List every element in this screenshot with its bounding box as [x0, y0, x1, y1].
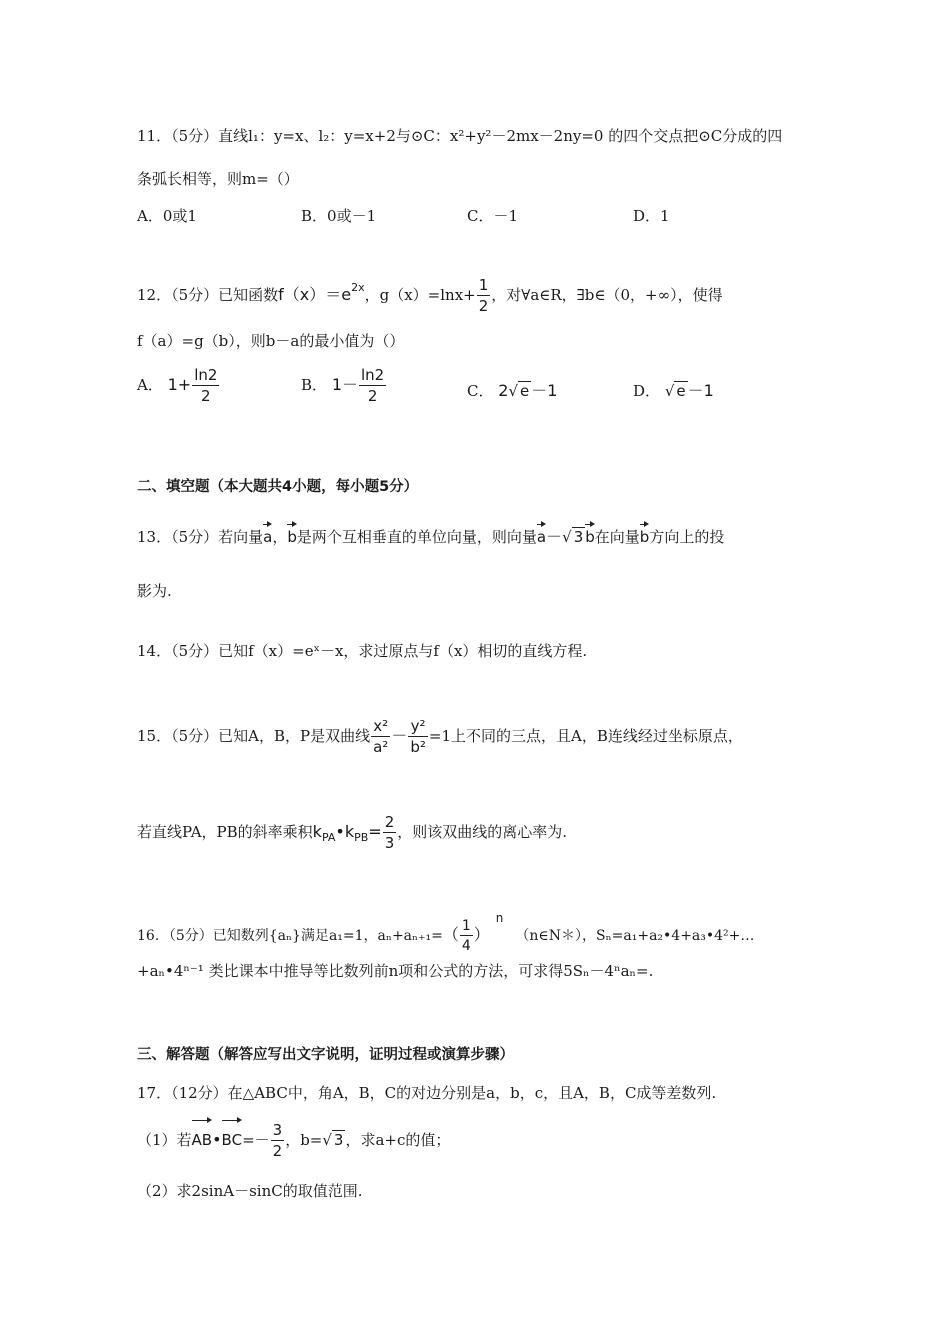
q17-sqrt3: √ 3 — [322, 1131, 344, 1149]
q16-frac-den: 4 — [461, 938, 471, 954]
q17-part1-prefix: （1）若 — [137, 1131, 192, 1149]
q15-frac-y — [408, 719, 428, 755]
q15-minus: － — [391, 726, 408, 745]
q15-ratio-den: 3 — [384, 834, 395, 852]
q13-sep: ， — [272, 528, 288, 546]
q15-line2-suffix: ，则该双曲线的离心率为. — [397, 823, 568, 841]
q13-prefix: 13．（5分）若向量 — [137, 528, 264, 546]
q12-option-a-label: A． — [137, 376, 163, 394]
q13-minus: － — [546, 527, 563, 546]
q12-suffix: ，对∀a∈R，∃b∈（0，+∞），使得 — [491, 286, 723, 304]
q16-suffix: （n∈N＊），Sₙ=a₁+a₂•4+a₃•4²+… — [515, 928, 755, 944]
q14-line: 14．（5分）已知f（x）=eˣ－x，求过原点与f（x）相切的直线方程. — [137, 642, 588, 660]
q17-sqrt3-radicand: 3 — [333, 1131, 344, 1149]
q12-option-d-label: D． — [633, 382, 661, 400]
q12-option-a-den: 2 — [201, 387, 211, 405]
q15-x2: x² — [371, 719, 390, 737]
q12-option-c-radicand: e — [520, 382, 530, 400]
q12-option-b-lead: 1－ — [331, 375, 358, 394]
q12-option-d-radicand: e — [676, 382, 686, 400]
q15-frac-x — [371, 719, 390, 755]
q12-option-b-num: ln2 — [361, 366, 385, 384]
q17-frac — [271, 1123, 285, 1159]
q11-option-c: C．－1 — [467, 207, 519, 225]
q17-part1 — [137, 1120, 450, 1160]
q12-option-d-sqrt: √ e — [664, 382, 686, 400]
q12-half-den: 2 — [478, 297, 489, 315]
q15-pa: PA — [321, 831, 336, 844]
q17-vector-bc: BC — [222, 1120, 243, 1160]
q15-eq: = — [368, 822, 382, 841]
q12-option-c-tail: －1 — [531, 381, 558, 400]
q12-f-exp: 2x — [351, 281, 365, 294]
q12-half-num: 1 — [478, 276, 489, 294]
q13-vector-a-2: a — [537, 524, 546, 550]
q16-lparen: （ — [442, 925, 459, 944]
q12-half — [477, 278, 491, 314]
q12-prefix: 12．（5分）已知函数 — [137, 286, 279, 304]
q15-dot: • — [335, 822, 345, 841]
q17-vector-ab: AB — [192, 1120, 213, 1160]
q15-frac-ratio — [383, 815, 397, 851]
q12-option-c-label: C． — [467, 382, 494, 400]
q12-option-b-label: B． — [301, 376, 328, 394]
q12-option-c — [467, 378, 557, 401]
q17-part1-suffix: ，求a+c的值； — [345, 1131, 451, 1149]
q13-line1 — [137, 524, 724, 550]
q15-prefix: 15．（5分）已知A，B，P是双曲线 — [137, 727, 371, 745]
section-2-heading: 二、填空题（本大题共4小题，每小题5分） — [137, 479, 419, 495]
section-3-heading: 三、解答题（解答应写出文字说明，证明过程或演算步骤） — [137, 1047, 514, 1063]
q15-k2: k — [344, 822, 355, 841]
q15-line2-prefix: 若直线PA，PB的斜率乘积 — [137, 823, 313, 841]
q17-frac-num: 3 — [272, 1121, 283, 1139]
q13-vector-a: a — [263, 524, 272, 550]
q16-exp: n — [495, 911, 504, 925]
q17-line1: 17．（12分）在△ABC中，角A，B，C的对边分别是a，b，c，且A，B，C成等差数列. — [137, 1084, 717, 1102]
q17-frac-den: 2 — [272, 1142, 283, 1160]
q12-option-a-frac — [192, 368, 219, 404]
q16-line2: +aₙ•4ⁿ⁻¹ 类比课本中推导等比数列前n项和公式的方法，可求得5Sₙ－4ⁿaₙ=. — [137, 962, 654, 980]
q11-option-a: A．0或1 — [137, 207, 197, 225]
q15-k1: k — [312, 822, 322, 841]
q12-g-def: ，g（x）=lnx+ — [364, 286, 476, 304]
q15-a2: a² — [373, 738, 389, 756]
q12-option-c-lead: 2 — [498, 381, 509, 400]
q12-option-b — [301, 368, 387, 404]
q12-option-b-frac — [359, 368, 386, 404]
q12-line2: f（a）=g（b），则b－a的最小值为（） — [137, 332, 405, 350]
q11-line2: 条弧长相等，则m=（） — [137, 170, 299, 188]
q11-option-d: D．1 — [633, 207, 670, 225]
q12-option-d-tail: －1 — [687, 381, 714, 400]
q17-part2: （2）求2sinA－sinC的取值范围. — [137, 1182, 363, 1200]
q12-line1 — [137, 270, 723, 314]
q11-line1: 11．（5分）直线l₁：y=x、l₂：y=x+2与⊙C：x²+y²－2mx－2ny=0 的四个交点把⊙C分成的四 — [137, 127, 783, 145]
q16-line1 — [137, 896, 754, 958]
q15-ratio-num: 2 — [384, 813, 395, 831]
q16-rparen: ） — [473, 925, 490, 944]
q12-f-def: f（x）＝e — [278, 285, 352, 304]
q16-frac-num: 1 — [461, 918, 471, 934]
q13-mid2: 在向量 — [594, 528, 640, 546]
q13-vector-b: b — [287, 524, 297, 550]
q13-line2: 影为. — [137, 582, 172, 600]
q13-vector-b-2: b — [585, 524, 595, 550]
q16-prefix: 16．（5分）已知数列{aₙ}满足a₁=1，aₙ+aₙ₊₁= — [137, 928, 443, 944]
q11-option-b: B．0或－1 — [301, 207, 377, 225]
q17-part1-eq: =－ — [242, 1131, 270, 1149]
q17-part1-mid: ，b= — [285, 1131, 323, 1149]
q12-option-d — [633, 378, 714, 401]
q13-mid: 是两个互相垂直的单位向量，则向量 — [296, 528, 537, 546]
q17-dot: • — [212, 1130, 222, 1149]
q15-b2: b² — [410, 738, 426, 756]
q13-vector-b-3: b — [640, 524, 650, 550]
q13-suffix: 方向上的投 — [649, 528, 725, 546]
q12-option-b-den: 2 — [367, 387, 378, 405]
q15-suffix: =1上不同的三点，且A，B连线经过坐标原点， — [428, 727, 743, 745]
q13-sqrt3: √ 3 — [562, 528, 584, 546]
q15-line2 — [137, 810, 567, 860]
q13-sqrt3-radicand: 3 — [573, 528, 584, 546]
q15-line1 — [137, 708, 743, 764]
q15-y2: y² — [408, 719, 428, 737]
q16-frac — [460, 919, 473, 953]
q12-option-a — [137, 368, 220, 404]
q12-option-c-sqrt: √ e — [508, 382, 530, 400]
q12-option-a-num: ln2 — [194, 366, 218, 384]
q15-pb: PB — [354, 831, 369, 844]
q12-option-a-lead: 1+ — [167, 375, 192, 394]
